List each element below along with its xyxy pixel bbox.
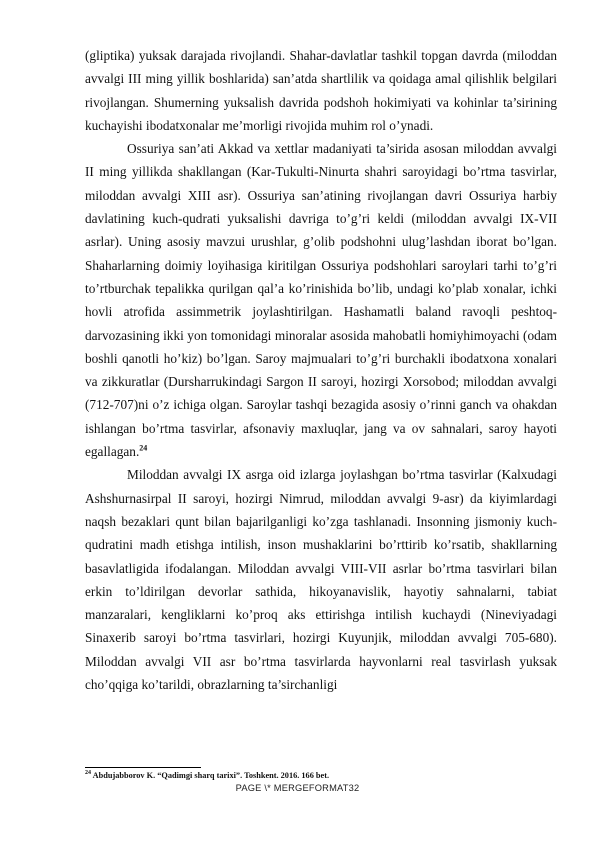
paragraph-3 bbox=[85, 463, 557, 696]
paragraph-1-text: (gliptika) yuksak darajada rivojlandi. Shahar-davlatlar tashkil topgan davrda (miloddan avvalgi III ming yillik boshlarida) san’atda shartlilik va qoidaga amal qilishlik belgilari rivojlangan. Shumerning yuksalish davrida podshoh hokimiyati va kohinlar ta’sirining kuchayishi ibodatxonalar me’morligi rivojida muhim rol o’ynadi. bbox=[85, 48, 557, 133]
footnote-text: Abdujabborov K. “Qadimgi sharq tarixi”. Toshkent. 2016. 166 bet. bbox=[91, 771, 330, 780]
footnote-separator bbox=[85, 767, 201, 768]
footnote-number: 24 bbox=[85, 770, 91, 777]
page-number-field: PAGE \* MERGEFORMAT32 bbox=[235, 783, 360, 793]
footnote-reference[interactable]: 24 bbox=[139, 443, 148, 453]
body-text bbox=[85, 44, 557, 696]
paragraph-3-text: Miloddan avvalgi IX asrga oid izlarga joylashgan bo’rtma tasvirlar (Kalxudagi Ashshurnasirpal II saroyi, hozirgi Nimrud, miloddan avvalgi 9-asr) da kiyimlardagi naqsh bezaklari qunt bilan bajarilganligi ko’zga tashlanadi. Insonning jismoniy kuch-qudratini madh etishga intilish, inson mushaklarini bo’rttirib ko’rsatib, shakllarning basavlatligida ifodalangan. Miloddan avvalgi VIII-VII asrlar bo’rtma tasvirlari bilan erkin to’ldirilgan devorlar sathida, hikoyanavislik, hayotiy sahnalarni, tabiat manzaralari, kengliklarni ko’proq aks ettirishga intilish kuchaydi (Nineviyadagi Sinaxerib saroyi bo’rtma tasvirlari, hozirgi Kuyunjik, miloddan avvalgi 705-680). Miloddan avvalgi VII asr bo’rtma tasvirlarda hayvonlarni real tasvirlash yuksak cho’qqiga ko’tarildi, obrazlarning ta’sirchanligi bbox=[85, 467, 557, 693]
footnote bbox=[85, 770, 557, 781]
paragraph-1 bbox=[85, 44, 557, 137]
paragraph-2 bbox=[85, 137, 557, 463]
paragraph-2-text: Ossuriya san’ati Akkad va xettlar madaniyati ta’sirida asosan miloddan avvalgi II ming yillikda shakllangan (Kar-Tukulti-Ninurta shahri saroyidagi bo’rtma tasvirlar, miloddan avvalgi XIII asr). Ossuriya san’atining rivojlangan davri Ossuriya harbiy davlatining kuch-qudrati yuksalishi davriga to’g’ri keldi (miloddan avvalgi IX-VII asrlar). Uning asosiy mavzui urushlar, g’olib podshohni ulug’lashdan iborat bo’lgan. Shaharlarning doimiy loyihasiga kiritilgan Ossuriya podshohlari saroylari tarhi to’g’ri to’rtburchak tepalikka qurilgan qal’a ko’rinishida bo’lib, undagi ko’plab xonalar, ichki hovli atrofida assimmetrik joylashtirilgan. Hashamatli baland ravoqli peshtoq-darvozasining ikki yon tomonidagi minoralar asosida mahobatli homiyhimoyachi (odam boshli qanotli ho’kiz) bo’lgan. Saroy majmualari to’g’ri burchakli ibodatxona xonalari va zikkuratlar (Dursharrukindagi Sargon II saroyi, hozirgi Xorsobod; miloddan avvalgi (712-707)ni o’z ichiga olgan. Saroylar tashqi bezagida asosiy o’rinni ganch va ohakdan ishlangan bo’rtma tasvirlar, afsonaviy maxluqlar, jang va ov sahnalari, saroy hayoti egallagan. bbox=[85, 141, 557, 460]
